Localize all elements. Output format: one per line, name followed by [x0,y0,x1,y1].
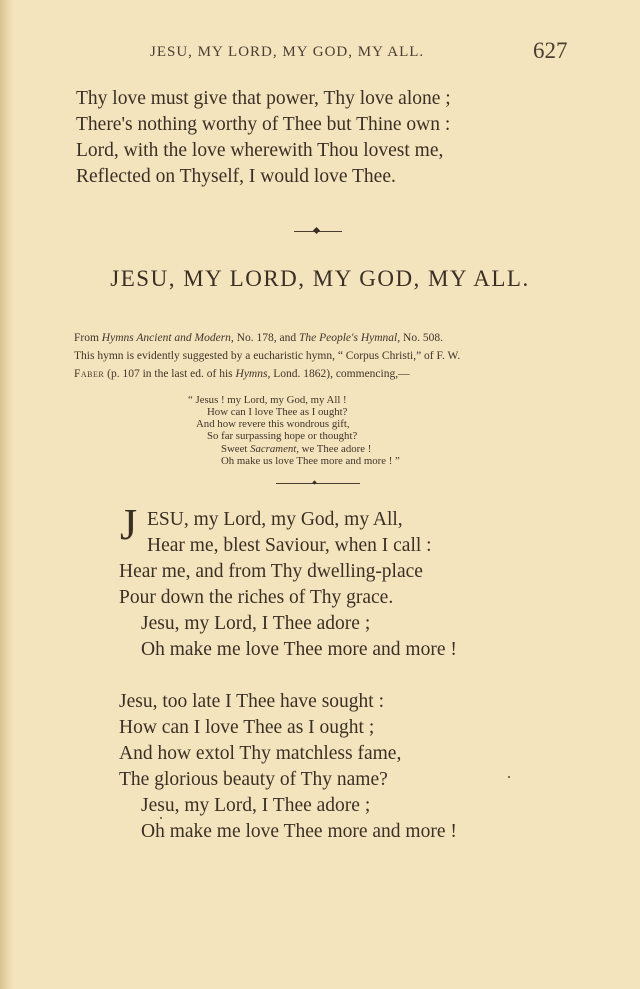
stanza2-line-5: Jesu, my Lord, I Thee adore ; [141,795,371,816]
drop-cap-letter: J [120,500,138,549]
stanza1-line-2: Hear me, blest Saviour, when I call : [147,535,432,556]
previous-stanza-line-1: Thy love must give that power, Thy love alone ; [76,88,451,109]
source-note-line-1: From Hymns Ancient and Modern, No. 178, and The People's Hymnal, No. 508. [74,332,443,344]
stanza2-line-3: And how extol Thy matchless fame, [119,743,402,764]
hymn-title: JESU, MY LORD, MY GOD, MY ALL. [110,266,530,291]
stanza1-line-3: Hear me, and from Thy dwelling-place [119,561,423,582]
stanza2-line-4: The glorious beauty of Thy name? [119,769,388,790]
stanza2-line-2: How can I love Thee as I ought ; [119,717,375,738]
stanza2-line-6: Oh make me love Thee more and more ! [141,821,457,842]
source-note-line-2: This hymn is evidently suggested by a eucharistic hymn, “ Corpus Christi,” of F. W. [74,350,461,362]
previous-stanza-line-4: Reflected on Thyself, I would love Thee. [76,166,396,187]
quote-line-2: How can I love Thee as I ought? [207,406,348,418]
quote-line-6: Oh make us love Thee more and more ! ” [221,455,400,467]
quote-line-4: So far surpassing hope or thought? [207,430,358,442]
stanza1-line-6: Oh make me love Thee more and more ! [141,639,457,660]
section-ornament-dot [313,227,320,234]
previous-stanza-line-3: Lord, with the love wherewith Thou lovest me, [76,140,444,161]
quote-line-3: And how revere this wondrous gift, [196,418,350,430]
print-speck [160,817,162,819]
stanza1-line-4: Pour down the riches of Thy grace. [119,587,394,608]
page-edge-shadow [0,0,14,989]
quote-line-5: Sweet Sacrament, we Thee adore ! [221,443,372,455]
print-speck [508,776,510,778]
quote-line-1: “ Jesus ! my Lord, my God, my All ! [188,394,347,406]
source-note-line-3: Faber (p. 107 in the last ed. of his Hymns, Lond. 1862), commencing,— [74,368,410,380]
previous-stanza-line-2: There's nothing worthy of Thee but Thine own : [76,114,451,135]
stanza1-line-1: ESU, my Lord, my God, my All, [147,509,403,530]
quote-divider-rule [276,483,360,484]
running-head: JESU, MY LORD, MY GOD, MY ALL. [150,44,425,60]
stanza1-line-5: Jesu, my Lord, I Thee adore ; [141,613,371,634]
stanza2-line-1: Jesu, too late I Thee have sought : [119,691,384,712]
page-number: 627 [533,38,568,63]
